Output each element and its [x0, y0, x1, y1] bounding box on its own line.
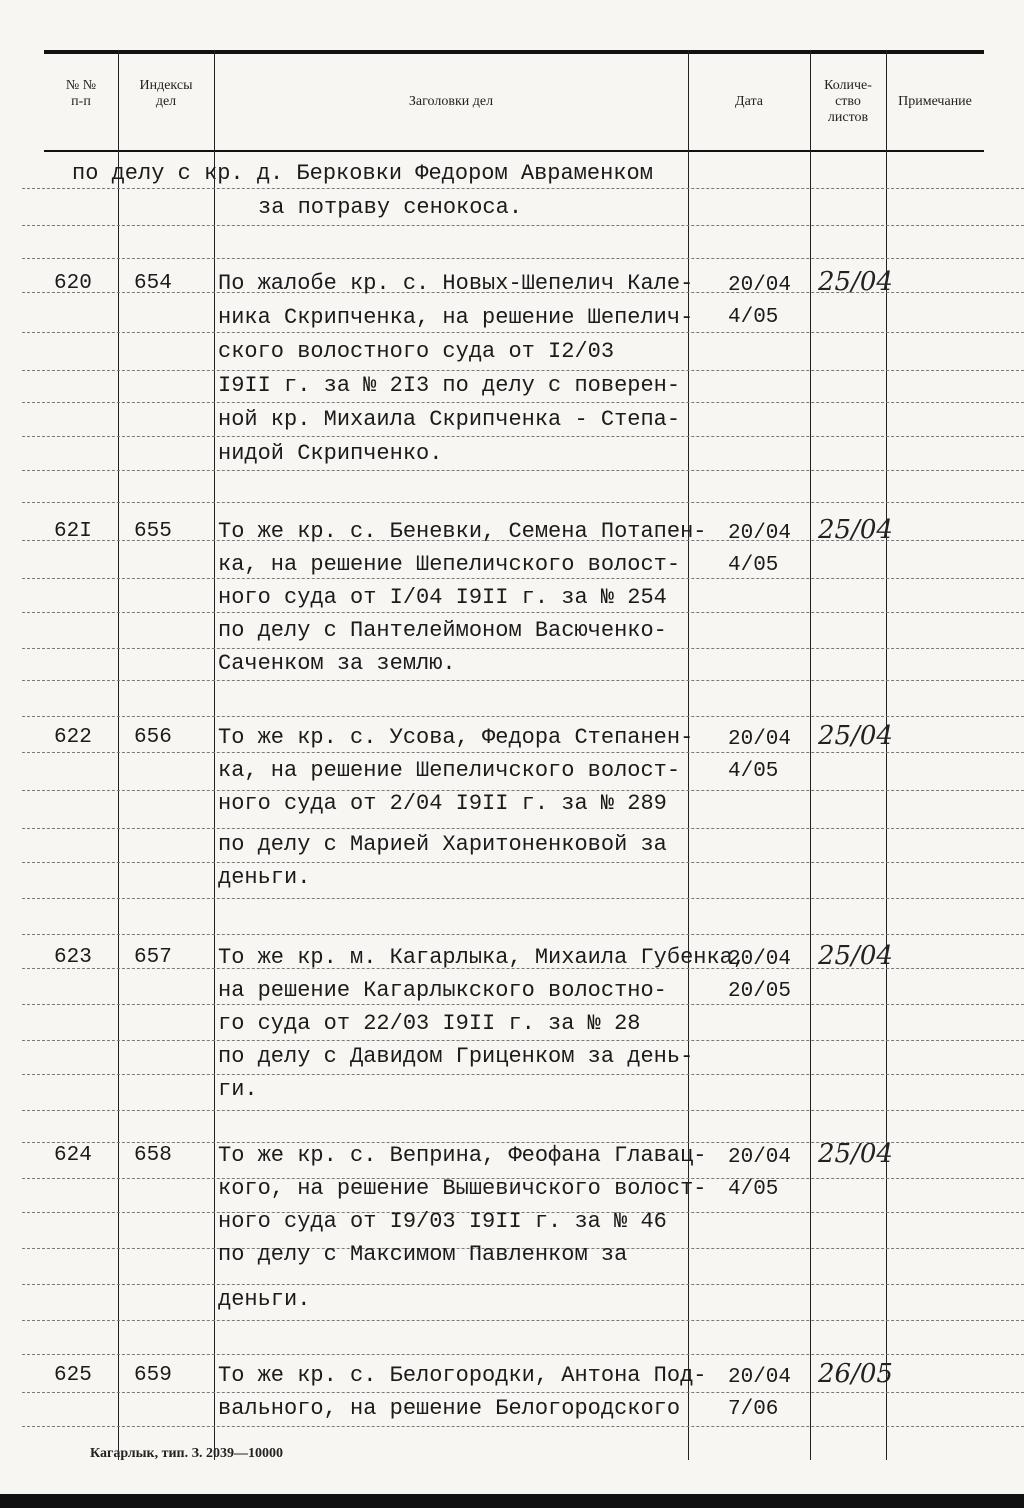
entry-index: 658	[134, 1144, 172, 1167]
entry-date-start: 20/04	[728, 948, 792, 971]
ruled-line	[22, 502, 1024, 503]
ruled-line	[22, 898, 1024, 899]
entry-date-end: 7/06	[728, 1398, 779, 1421]
entry-sheets: 25/04	[818, 515, 893, 545]
entry-date-start: 20/04	[728, 522, 792, 545]
entry-title-line: вального, на решение Белогородского	[218, 1396, 681, 1421]
entry-title-line: ника Скрипченка, на решение Шепелич-	[218, 305, 694, 330]
entry-title-line: деньги.	[218, 865, 311, 890]
header-index-sublabel: дел	[155, 94, 177, 109]
entry-date-end: 4/05	[728, 1178, 779, 1201]
entry-title-line: То же кр. м. Кагарлыка, Михаила Губенка,	[218, 945, 747, 970]
entry-title-line: на решение Кагарлыкского волостно-	[218, 978, 667, 1003]
scan-edge	[0, 1494, 1024, 1508]
entry-date-end: 4/05	[728, 760, 779, 783]
entry-title-line: По жалобе кр. с. Новых-Шепелич Кале-	[218, 271, 694, 296]
entry-title-line: по делу с Максимом Павленком за	[218, 1242, 628, 1267]
entry-number: 62I	[54, 520, 92, 543]
continuation-line: по делу с кр. д. Берковки Федором Авраменком	[72, 161, 653, 186]
ruled-line	[22, 402, 1024, 403]
ruled-line	[22, 612, 1024, 613]
ruled-line	[22, 370, 1024, 371]
ruled-line	[22, 1284, 1024, 1285]
ruled-line	[22, 1074, 1024, 1075]
entry-title-line: ного суда от 2/04 I9II г. за № 289	[218, 791, 667, 816]
entry-title-line: То же кр. с. Усова, Федора Степанен-	[218, 725, 694, 750]
entry-sheets: 25/04	[818, 1139, 893, 1169]
ruled-line	[22, 188, 1024, 189]
entry-sheets: 26/05	[818, 1359, 893, 1389]
entry-sheets: 25/04	[818, 267, 893, 297]
entry-index: 657	[134, 946, 172, 969]
entry-sheets: 25/04	[818, 941, 893, 971]
entry-date-start: 20/04	[728, 1366, 792, 1389]
header-number-sublabel: п-п	[71, 94, 91, 109]
entry-title-line: по делу с Пантелеймоном Васюченко-	[218, 618, 667, 643]
ruled-line	[22, 828, 1024, 829]
entry-number: 620	[54, 272, 92, 295]
entry-index: 655	[134, 520, 172, 543]
entry-number: 622	[54, 726, 92, 749]
ruled-line	[22, 436, 1024, 437]
ruled-line	[22, 862, 1024, 863]
ruled-line	[22, 1392, 1024, 1393]
entry-title-line: ги.	[218, 1077, 258, 1102]
entry-title-line: ского волостного суда от I2/03	[218, 339, 615, 364]
header-number-label: № №	[65, 78, 97, 93]
entry-date-start: 20/04	[728, 728, 792, 751]
entry-index: 654	[134, 272, 172, 295]
ruled-line	[22, 225, 1024, 226]
entry-title-line: ка, на решение Шепеличского волост-	[218, 552, 681, 577]
header-bottom-border	[44, 150, 984, 152]
entry-title-line: нидой Скрипченко.	[218, 441, 443, 466]
entry-index: 656	[134, 726, 172, 749]
ruled-line	[22, 578, 1024, 579]
ruled-line	[22, 716, 1024, 717]
entry-date-start: 20/04	[728, 1146, 792, 1169]
ruled-line	[22, 648, 1024, 649]
entry-title-line: го суда от 22/03 I9II г. за № 28	[218, 1011, 641, 1036]
ruled-line	[22, 1426, 1024, 1427]
ruled-line	[22, 1040, 1024, 1041]
entry-title-line: Саченком за землю.	[218, 651, 456, 676]
ruled-line	[22, 934, 1024, 935]
header-sheets: Количе- ство листов	[824, 78, 872, 125]
entry-date-end: 4/05	[728, 306, 779, 329]
ruled-line	[22, 1004, 1024, 1005]
entry-title-line: То же кр. с. Белогородки, Антона Под-	[218, 1363, 707, 1388]
header-index	[118, 78, 214, 110]
header-date: Дата	[735, 94, 763, 109]
continuation-line: за потраву сенокоса.	[258, 195, 523, 220]
entry-index: 659	[134, 1364, 172, 1387]
ruled-line	[22, 1110, 1024, 1111]
printer-footer: Кагарлык, тип. З. 2039—10000	[90, 1446, 284, 1461]
header-number	[44, 78, 118, 110]
entry-title-line: То же кр. с. Беневки, Семена Потапен-	[218, 519, 707, 544]
entry-number: 624	[54, 1144, 92, 1167]
ruled-line	[22, 752, 1024, 753]
entry-number: 623	[54, 946, 92, 969]
entry-title-line: по делу с Марией Харитоненковой за	[218, 832, 667, 857]
header-note: Примечание	[898, 94, 972, 109]
ruled-line	[22, 1320, 1024, 1321]
ruled-line	[22, 680, 1024, 681]
entry-title-line: ного суда от I9/03 I9II г. за № 46	[218, 1209, 667, 1234]
ruled-line	[22, 258, 1024, 259]
ruled-line	[22, 470, 1024, 471]
entry-title-line: деньги.	[218, 1287, 311, 1312]
entry-title-line: ного суда от I/04 I9II г. за № 254	[218, 585, 667, 610]
ruled-line	[22, 1354, 1024, 1355]
ruled-line	[22, 332, 1024, 333]
entry-date-start: 20/04	[728, 274, 792, 297]
entry-sheets: 25/04	[818, 721, 893, 751]
entry-title-line: ка, на решение Шепеличского волост-	[218, 758, 681, 783]
entry-title-line: по делу с Давидом Гриценком за день-	[218, 1044, 694, 1069]
entry-number: 625	[54, 1364, 92, 1387]
header-index-label: Индексы	[139, 78, 193, 93]
table-top-border	[44, 50, 984, 54]
entry-title-line: кого, на решение Вышевичского волост-	[218, 1176, 707, 1201]
entry-date-end: 20/05	[728, 980, 792, 1003]
header-title: Заголовки дел	[408, 94, 494, 109]
entry-date-end: 4/05	[728, 554, 779, 577]
entry-title-line: То же кр. с. Веприна, Феофана Главац-	[218, 1143, 707, 1168]
entry-title-line: I9II г. за № 2I3 по делу с поверен-	[218, 373, 681, 398]
entry-title-line: ной кр. Михаила Скрипченка - Степа-	[218, 407, 681, 432]
